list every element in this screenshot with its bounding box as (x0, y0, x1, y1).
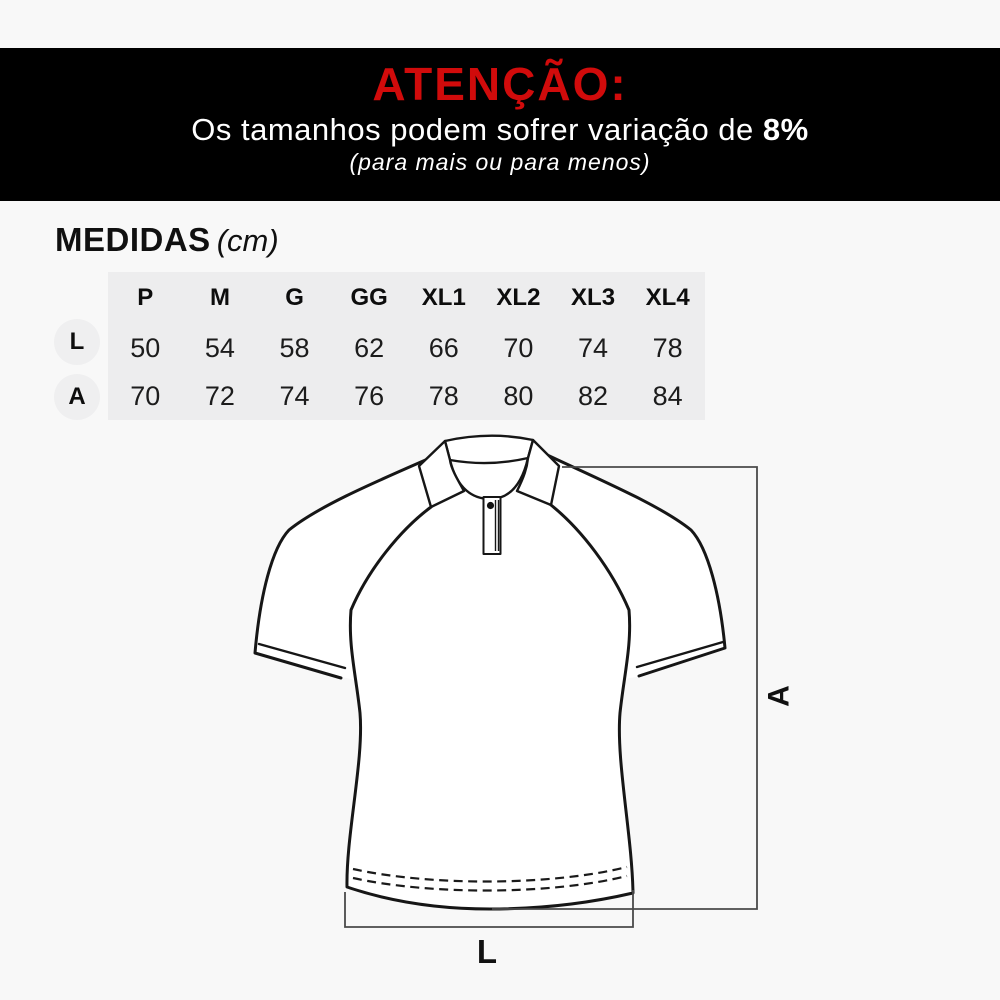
col-header: XL1 (421, 284, 466, 311)
col-header: XL2 (496, 284, 541, 311)
collar-band (445, 436, 533, 463)
width-value: 74 (578, 332, 609, 363)
height-value: 70 (130, 380, 161, 411)
width-value: 66 (428, 332, 459, 363)
row-label-width: L (54, 319, 100, 365)
width-value: 62 (354, 332, 385, 363)
height-value: 74 (279, 380, 310, 411)
width-value: 78 (652, 332, 683, 363)
warning-banner (0, 48, 1000, 201)
height-value: 84 (652, 380, 683, 411)
col-header: M (209, 284, 230, 311)
height-value: 76 (354, 380, 385, 411)
width-dimension-label: L (476, 933, 498, 970)
row-label-height: A (54, 374, 100, 420)
placket (484, 497, 501, 554)
col-header: XL3 (571, 284, 616, 311)
warning-subtitle-percent: 8% (762, 112, 809, 147)
col-header: GG (350, 284, 388, 311)
button (487, 502, 494, 509)
warning-subtitle (0, 113, 1000, 147)
height-value: 80 (503, 380, 534, 411)
section-heading (55, 221, 279, 259)
width-value: 58 (279, 332, 310, 363)
size-table (108, 272, 705, 420)
heading-text: MEDIDAS (55, 221, 211, 258)
width-value: 70 (503, 332, 534, 363)
heading-unit: (cm) (216, 223, 279, 258)
height-value: 78 (428, 380, 459, 411)
col-header: XL4 (645, 284, 690, 311)
warning-title: ATENÇÃO: (372, 58, 628, 110)
height-value: 72 (204, 380, 235, 411)
warning-subtitle-text: Os tamanhos podem sofrer variação de (191, 112, 754, 147)
width-value: 54 (204, 332, 235, 363)
col-header: G (285, 284, 304, 311)
width-value: 50 (130, 332, 161, 363)
col-header: P (137, 284, 154, 311)
warning-note: (para mais ou para menos) (349, 149, 651, 175)
polo-shirt-diagram (220, 415, 800, 975)
height-dimension-label: A (762, 685, 796, 707)
height-value: 82 (578, 380, 609, 411)
